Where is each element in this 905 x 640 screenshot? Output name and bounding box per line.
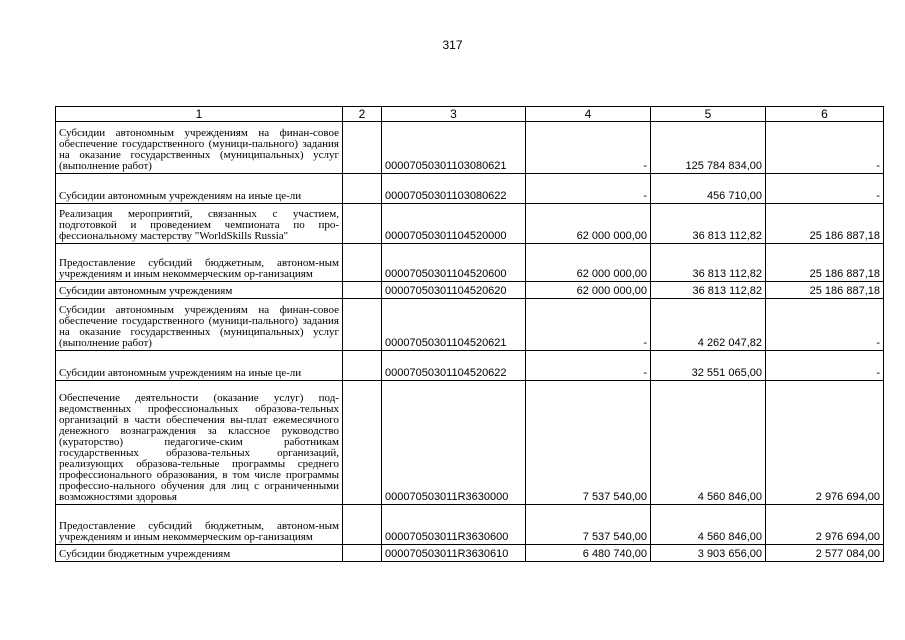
row-value-6-cell: -: [766, 299, 884, 351]
table-row: [56, 351, 884, 381]
row-value-4-cell: -: [526, 174, 651, 204]
row-name-cell: Субсидии автономным учреждениям на финан-совое обеспечение государственного (муници-пального) задания на оказание государственных (муниципальных) услуг (выполнение работ): [56, 122, 343, 174]
header-cell: 3: [382, 107, 526, 122]
row-code-cell: 000070503011R3630000: [382, 381, 526, 505]
table-row: [56, 174, 884, 204]
row-col2-cell: [343, 282, 382, 299]
row-col2-cell: [343, 204, 382, 244]
row-value-5-cell: 456 710,00: [651, 174, 766, 204]
header-cell: 1: [56, 107, 343, 122]
row-code-cell: 00007050301103080622: [382, 174, 526, 204]
row-col2-cell: [343, 545, 382, 562]
row-value-5-cell: 32 551 065,00: [651, 351, 766, 381]
header-cell: 2: [343, 107, 382, 122]
row-value-6-cell: -: [766, 174, 884, 204]
row-name-cell: Субсидии автономным учреждениям на финан-совое обеспечение государственного (муници-пального) задания на оказание государственных (муниципальных) услуг (выполнение работ): [56, 299, 343, 351]
table-row: [56, 244, 884, 282]
row-value-5-cell: 36 813 112,82: [651, 282, 766, 299]
row-code-cell: 00007050301104520621: [382, 299, 526, 351]
row-value-4-cell: 62 000 000,00: [526, 204, 651, 244]
row-code-cell: 00007050301104520000: [382, 204, 526, 244]
row-value-4-cell: -: [526, 122, 651, 174]
row-value-6-cell: 25 186 887,18: [766, 204, 884, 244]
header-cell: 5: [651, 107, 766, 122]
table-row: [56, 299, 884, 351]
row-name-cell: Субсидии автономным учреждениям на иные це-ли: [56, 174, 343, 204]
budget-table: [55, 106, 884, 562]
row-value-5-cell: 4 262 047,82: [651, 299, 766, 351]
row-value-5-cell: 4 560 846,00: [651, 505, 766, 545]
row-name-cell: Предоставление субсидий бюджетным, автоном-ным учреждениям и иным некоммерческим ор-ганизациям: [56, 505, 343, 545]
row-value-5-cell: 36 813 112,82: [651, 244, 766, 282]
row-value-4-cell: 62 000 000,00: [526, 244, 651, 282]
row-value-5-cell: 4 560 846,00: [651, 381, 766, 505]
row-col2-cell: [343, 174, 382, 204]
row-name-cell: Субсидии бюджетным учреждениям: [56, 545, 343, 562]
row-code-cell: 00007050301104520600: [382, 244, 526, 282]
row-value-4-cell: 7 537 540,00: [526, 381, 651, 505]
table-row: [56, 282, 884, 299]
row-code-cell: 00007050301104520622: [382, 351, 526, 381]
row-code-cell: 00007050301104520620: [382, 282, 526, 299]
table-header-row: [56, 107, 884, 122]
row-value-5-cell: 36 813 112,82: [651, 204, 766, 244]
row-name-cell: Обеспечение деятельности (оказание услуг) под-ведомственных профессиональных образова-тельных организаций в части обеспечения вы-плат ежемесячного денежного вознаграждения за классное руководство (кураторство) педагогиче-ским работникам государственных образова-тельных организаций, реализующих образова-тельные программы среднего профессионального образования, в том числе программы профессио-нального обучения для лиц с ограниченными возможностями здоровья: [56, 381, 343, 505]
header-cell: 6: [766, 107, 884, 122]
row-value-6-cell: -: [766, 351, 884, 381]
row-value-4-cell: 6 480 740,00: [526, 545, 651, 562]
row-code-cell: 000070503011R3630600: [382, 505, 526, 545]
table-row: [56, 122, 884, 174]
header-cell: 4: [526, 107, 651, 122]
row-value-6-cell: 2 976 694,00: [766, 381, 884, 505]
row-value-4-cell: 62 000 000,00: [526, 282, 651, 299]
row-col2-cell: [343, 244, 382, 282]
row-code-cell: 00007050301103080621: [382, 122, 526, 174]
row-code-cell: 000070503011R3630610: [382, 545, 526, 562]
row-value-6-cell: 25 186 887,18: [766, 282, 884, 299]
table-row: [56, 545, 884, 562]
row-value-5-cell: 125 784 834,00: [651, 122, 766, 174]
row-col2-cell: [343, 299, 382, 351]
row-name-cell: Субсидии автономным учреждениям на иные це-ли: [56, 351, 343, 381]
row-value-6-cell: 2 976 694,00: [766, 505, 884, 545]
table-row: [56, 381, 884, 505]
row-value-4-cell: -: [526, 351, 651, 381]
row-value-6-cell: -: [766, 122, 884, 174]
row-name-cell: Реализация мероприятий, связанных с участием, подготовкой и проведением чемпионата по про-фессиональному мастерству "WorldSkills Russia": [56, 204, 343, 244]
row-value-4-cell: 7 537 540,00: [526, 505, 651, 545]
page-number: 317: [442, 38, 463, 52]
row-col2-cell: [343, 381, 382, 505]
row-value-5-cell: 3 903 656,00: [651, 545, 766, 562]
table-row: [56, 204, 884, 244]
row-name-cell: Субсидии автономным учреждениям: [56, 282, 343, 299]
row-value-4-cell: -: [526, 299, 651, 351]
row-value-6-cell: 25 186 887,18: [766, 244, 884, 282]
row-value-6-cell: 2 577 084,00: [766, 545, 884, 562]
row-col2-cell: [343, 505, 382, 545]
row-col2-cell: [343, 122, 382, 174]
row-name-cell: Предоставление субсидий бюджетным, автоном-ным учреждениям и иным некоммерческим ор-ганизациям: [56, 244, 343, 282]
row-col2-cell: [343, 351, 382, 381]
table-row: [56, 505, 884, 545]
